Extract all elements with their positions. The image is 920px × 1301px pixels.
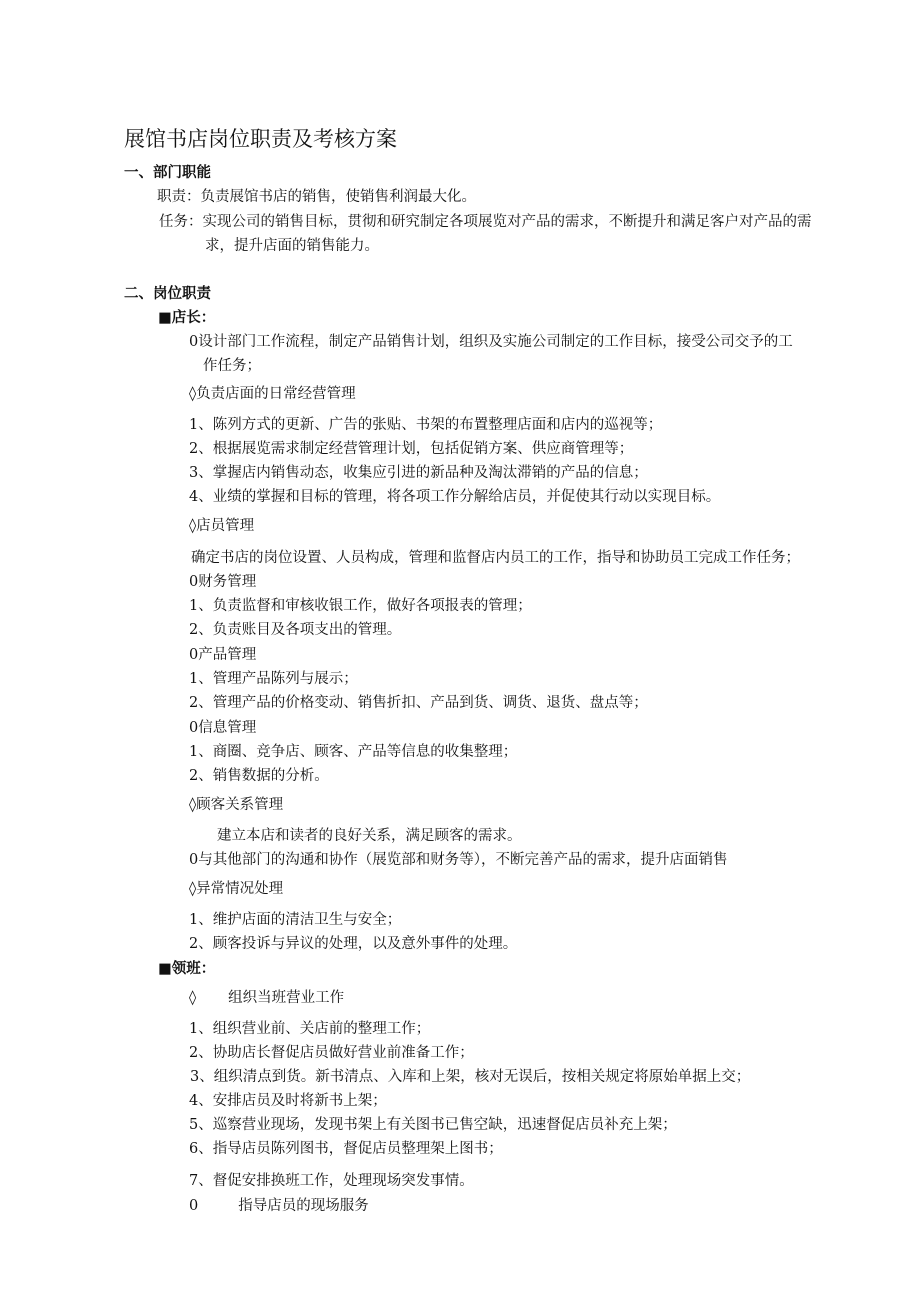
- diamond-marker: ◊: [189, 990, 197, 1006]
- manager-workflow-line2: 作任务；: [203, 358, 261, 374]
- leader-label: ■领班：: [158, 961, 216, 977]
- daily-item-2: 2、根据展览需求制定经营管理计划，包括促销方案、供应商管理等；: [189, 441, 634, 457]
- daily-item-4: 4、业绩的掌握和目标的管理，将各项工作分解给店员，并促使其行动以实现目标。: [189, 489, 721, 505]
- info-heading: 0信息管理: [189, 720, 257, 736]
- leader-item-1: 1、组织营业前、关店前的整理工作；: [189, 1021, 431, 1037]
- guide-staff-heading-text: 指导店员的现场服务: [238, 1198, 369, 1214]
- staff-management-text: 确定书店的岗位设置、人员构成，管理和监督店内员工的工作，指导和协助员工完成工作任务；: [191, 550, 800, 566]
- leader-item-5: 5、巡察营业现场，发现书架上有关图书已售空缺，迅速督促店员补充上架；: [189, 1117, 677, 1133]
- abnormal-item-1: 1、维护店面的清洁卫生与安全；: [189, 912, 402, 928]
- abnormal-item-2: 2、顾客投诉与异议的处理，以及意外事件的处理。: [189, 936, 518, 952]
- finance-item-2: 2、负责账目及各项支出的管理。: [189, 622, 402, 638]
- guide-staff-heading: [189, 1197, 369, 1215]
- communication-text: 0与其他部门的沟通和协作（展览部和财务等），不断完善产品的需求，提升店面销售: [189, 852, 728, 868]
- task-text-line2: 求，提升店面的销售能力。: [205, 238, 379, 254]
- manager-label: ■店长：: [158, 310, 216, 326]
- document-title: 展馆书店岗位职责及考核方案: [124, 127, 397, 151]
- leader-item-3: 3、组织清点到货。新书清点、入库和上架，核对无误后，按相关规定将原始单据上交；: [190, 1069, 751, 1085]
- abnormal-handling-heading: ◊异常情况处理: [189, 881, 284, 897]
- daily-item-3: 3、掌握店内销售动态，收集应引进的新品种及淘汰滞销的产品的信息；: [189, 465, 648, 481]
- info-item-2: 2、销售数据的分析。: [189, 768, 329, 784]
- organize-shift-heading-text: 组织当班营业工作: [228, 990, 345, 1006]
- finance-item-1: 1、负责监督和审核收银工作，做好各项报表的管理；: [189, 598, 532, 614]
- task-text-line1: 任务：实现公司的销售目标，贯彻和研究制定各项展览对产品的需求，不断提升和满足客户对产品的需: [159, 214, 812, 230]
- staff-management-heading: ◊店员管理: [189, 518, 255, 534]
- product-item-2: 2、管理产品的价格变动、销售折扣、产品到货、调货、退货、盘点等；: [189, 695, 648, 711]
- zero-marker: 0: [189, 1198, 199, 1214]
- leader-item-4: 4、安排店员及时将新书上架；: [189, 1093, 387, 1109]
- daily-management-heading: ◊负责店面的日常经营管理: [189, 386, 356, 402]
- product-heading: 0产品管理: [189, 647, 257, 663]
- section-heading-positions: 二、岗位职责: [124, 286, 211, 302]
- info-item-1: 1、商圈、竞争店、顾客、产品等信息的收集整理；: [189, 744, 518, 760]
- manager-workflow-line1: 0设计部门工作流程，制定产品销售计划，组织及实施公司制定的工作目标，接受公司交予的工: [189, 334, 793, 350]
- leader-item-7: 7、督促安排换班工作，处理现场突发事情。: [189, 1173, 474, 1189]
- product-item-1: 1、管理产品陈列与展示；: [189, 671, 358, 687]
- organize-shift-heading: [189, 989, 344, 1007]
- duty-text: 职责：负责展馆书店的销售，使销售利润最大化。: [157, 189, 476, 205]
- section-heading-department: 一、部门职能: [124, 165, 211, 181]
- customer-relations-heading: ◊顾客关系管理: [189, 797, 284, 813]
- customer-relations-text: 建立本店和读者的良好关系，满足顾客的需求。: [217, 828, 522, 844]
- leader-item-2: 2、协助店长督促店员做好营业前准备工作；: [189, 1045, 474, 1061]
- daily-item-1: 1、陈列方式的更新、广告的张贴、书架的布置整理店面和店内的巡视等；: [189, 417, 663, 433]
- leader-item-6: 6、指导店员陈列图书，督促店员整理架上图书；: [189, 1141, 503, 1157]
- finance-heading: 0财务管理: [189, 574, 257, 590]
